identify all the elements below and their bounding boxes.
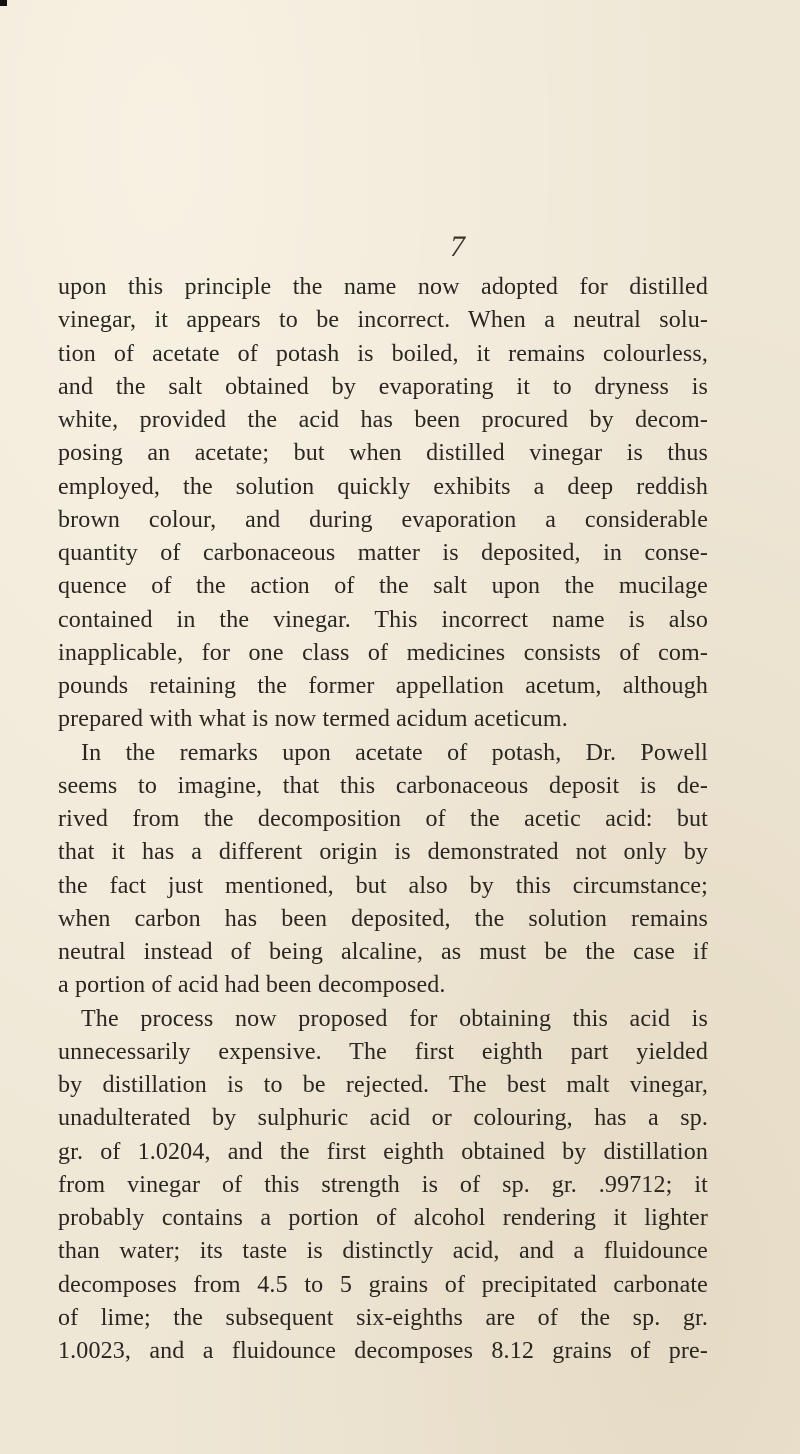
text-line-paragraph-start: The process now proposed for obtaining this acid is bbox=[81, 1005, 708, 1032]
text-line: tion of acetate of potash is boiled, it remains colourless, bbox=[58, 340, 708, 367]
text-line-paragraph-end: a portion of acid had been decomposed. bbox=[58, 972, 446, 999]
text-line: than water; its taste is distinctly acid, and a fluidounce bbox=[58, 1238, 708, 1265]
text-line: from vinegar of this strength is of sp. gr. .99712; it bbox=[58, 1171, 708, 1198]
text-line: seems to imagine, that this carbonaceous deposit is de- bbox=[58, 772, 708, 799]
text-line: contained in the vinegar. This incorrect name is also bbox=[58, 606, 708, 633]
text-line: unnecessarily expensive. The first eighth part yielded bbox=[58, 1038, 708, 1065]
text-line: unadulterated by sulphuric acid or colouring, has a sp. bbox=[58, 1105, 708, 1132]
text-line: decomposes from 4.5 to 5 grains of precipitated carbonate bbox=[58, 1271, 708, 1298]
text-line: the fact just mentioned, but also by this circumstance; bbox=[58, 872, 708, 899]
text-line: of lime; the subsequent six-eighths are of the sp. gr. bbox=[58, 1304, 708, 1331]
text-line: quence of the action of the salt upon the mucilage bbox=[58, 573, 708, 600]
text-line: 1.0023, and a fluidounce decomposes 8.12 grains of pre- bbox=[58, 1338, 708, 1364]
scan-corner-mark bbox=[0, 0, 7, 6]
text-line: upon this principle the name now adopted for distilled bbox=[58, 274, 708, 300]
body-text bbox=[58, 271, 708, 1368]
text-line: by distillation is to be rejected. The best malt vinegar, bbox=[58, 1072, 708, 1098]
text-line: inapplicable, for one class of medicines consists of com- bbox=[58, 639, 708, 666]
text-line: gr. of 1.0204, and the first eighth obtained by distillation bbox=[58, 1138, 708, 1165]
text-line: when carbon has been deposited, the solution remains bbox=[58, 905, 708, 932]
text-line: quantity of carbonaceous matter is deposited, in conse- bbox=[58, 540, 708, 566]
text-line-paragraph-end: prepared with what is now termed acidum aceticum. bbox=[58, 706, 568, 733]
text-line: probably contains a portion of alcohol rendering it lighter bbox=[58, 1205, 708, 1231]
text-line: employed, the solution quickly exhibits a deep reddish bbox=[58, 473, 708, 500]
text-line-paragraph-start: In the remarks upon acetate of potash, Dr. Powell bbox=[81, 739, 708, 766]
text-line: neutral instead of being alcaline, as must be the case if bbox=[58, 939, 708, 965]
text-line: rived from the decomposition of the acetic acid: but bbox=[58, 806, 708, 832]
text-line: and the salt obtained by evaporating it to dryness is bbox=[58, 373, 708, 400]
text-line: pounds retaining the former appellation acetum, although bbox=[58, 673, 708, 699]
text-line: brown colour, and during evaporation a considerable bbox=[58, 506, 708, 533]
text-line: white, provided the acid has been procured by decom- bbox=[58, 407, 708, 433]
text-line: posing an acetate; but when distilled vinegar is thus bbox=[58, 440, 708, 467]
page-number: 7 bbox=[450, 230, 465, 263]
text-line: that it has a different origin is demonstrated not only by bbox=[58, 839, 708, 866]
text-line: vinegar, it appears to be incorrect. When a neutral solu- bbox=[58, 307, 708, 334]
